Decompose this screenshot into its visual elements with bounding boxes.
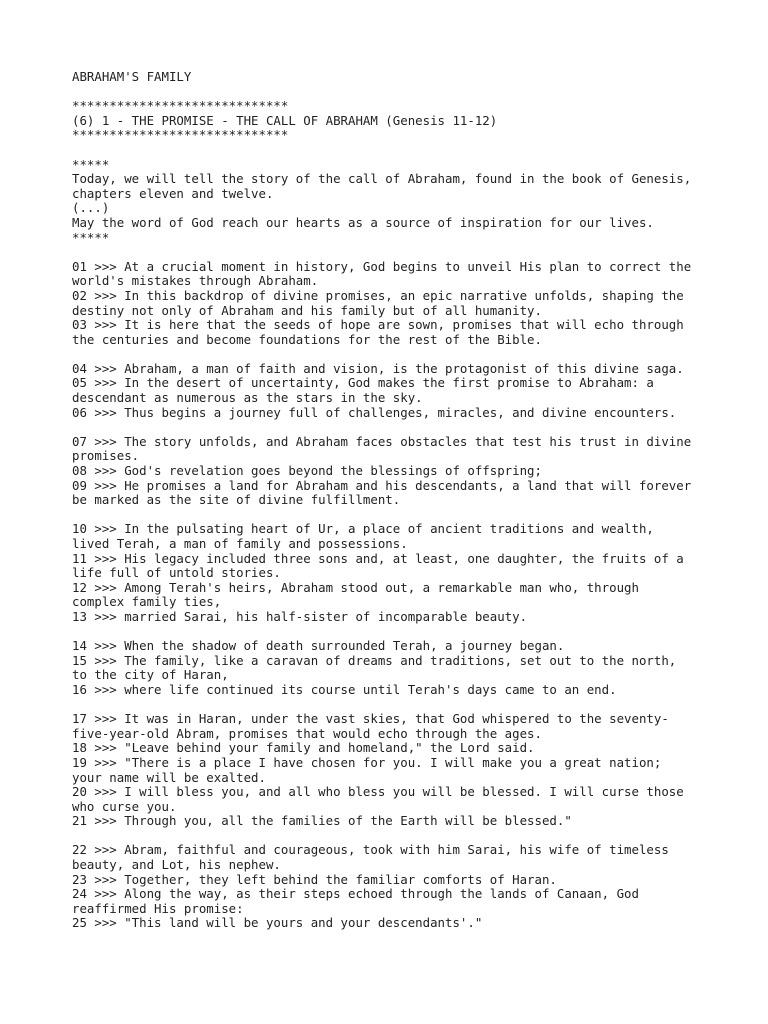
text-line: five-year-old Abram, promises that would echo through the ages. <box>72 725 542 741</box>
text-line: (...) <box>72 200 110 216</box>
text-line: 03 >>> It is here that the seeds of hope are sown, promises that will echo through <box>72 317 684 333</box>
paragraph-spacer <box>72 698 712 713</box>
text-line: 11 >>> His legacy included three sons and, at least, one daughter, the fruits of a <box>72 550 684 566</box>
paragraph <box>72 260 712 348</box>
paragraph <box>72 843 712 931</box>
text-line: chapters eleven and twelve. <box>72 185 274 201</box>
text-line: promises. <box>72 448 140 464</box>
text-line: ***** <box>72 156 110 172</box>
text-line: destiny not only of Abraham and his family but of all humanity. <box>72 302 542 318</box>
text-line: 12 >>> Among Terah's heirs, Abraham stood out, a remarkable man who, through <box>72 579 639 595</box>
document-title <box>72 70 712 85</box>
text-line: Today, we will tell the story of the call of Abraham, found in the book of Genesis, <box>72 171 692 187</box>
document-page <box>72 70 712 931</box>
text-line: 22 >>> Abram, faithful and courageous, took with him Sarai, his wife of timeless <box>72 842 669 858</box>
text-line: 04 >>> Abraham, a man of faith and vision, is the protagonist of this divine saga. <box>72 360 684 376</box>
text-line: 18 >>> "Leave behind your family and homeland," the Lord said. <box>72 740 535 756</box>
text-line: 07 >>> The story unfolds, and Abraham faces obstacles that test his trust in divine <box>72 433 692 449</box>
paragraph-spacer <box>72 829 712 844</box>
paragraph-spacer <box>72 245 712 260</box>
text-line: ***************************** <box>72 98 289 114</box>
text-line: 23 >>> Together, they left behind the familiar comforts of Haran. <box>72 871 557 887</box>
text-line: 09 >>> He promises a land for Abraham and his descendants, a land that will forever <box>72 477 692 493</box>
paragraph-spacer <box>72 625 712 640</box>
text-line: be marked as the site of divine fulfillment. <box>72 492 401 508</box>
text-line: 17 >>> It was in Haran, under the vast skies, that God whispered to the seventy- <box>72 711 669 727</box>
paragraph-spacer <box>72 143 712 158</box>
paragraph-spacer <box>72 508 712 523</box>
text-line: to the city of Haran, <box>72 667 229 683</box>
text-line: ***** <box>72 229 110 245</box>
paragraph <box>72 712 712 829</box>
text-line: 16 >>> where life continued its course until Terah's days came to an end. <box>72 681 617 697</box>
text-line: descendant as numerous as the stars in the sky. <box>72 390 423 406</box>
text-line: (6) 1 - THE PROMISE - THE CALL OF ABRAHAM (Genesis 11-12) <box>72 112 498 128</box>
text-line: complex family ties, <box>72 594 222 610</box>
text-line: beauty, and Lot, his nephew. <box>72 857 281 873</box>
text-line: 24 >>> Along the way, as their steps echoed through the lands of Canaan, God <box>72 886 639 902</box>
text-line: 13 >>> married Sarai, his half-sister of incomparable beauty. <box>72 608 528 624</box>
chapter-heading <box>72 99 712 143</box>
paragraph-spacer <box>72 420 712 435</box>
text-line: 10 >>> In the pulsating heart of Ur, a place of ancient traditions and wealth, <box>72 521 654 537</box>
text-line: reaffirmed His promise: <box>72 900 244 916</box>
paragraph <box>72 362 712 420</box>
paragraph <box>72 158 712 246</box>
text-line: your name will be exalted. <box>72 769 266 785</box>
text-line: world's mistakes through Abraham. <box>72 273 319 289</box>
text-line: 06 >>> Thus begins a journey full of challenges, miracles, and divine encounters. <box>72 404 677 420</box>
text-line: 21 >>> Through you, all the families of the Earth will be blessed." <box>72 813 572 829</box>
text-line: 08 >>> God's revelation goes beyond the blessings of offspring; <box>72 463 542 479</box>
text-line: 05 >>> In the desert of uncertainty, God makes the first promise to Abraham: a <box>72 375 654 391</box>
text-line: ***************************** <box>72 127 289 143</box>
paragraph <box>72 639 712 697</box>
text-line: 15 >>> The family, like a caravan of dreams and traditions, set out to the north, <box>72 652 677 668</box>
paragraph-spacer <box>72 347 712 362</box>
text-line: May the word of God reach our hearts as a source of inspiration for our lives. <box>72 214 654 230</box>
text-line: 25 >>> "This land will be yours and your descendants'." <box>72 915 483 931</box>
text-line: who curse you. <box>72 798 177 814</box>
text-line: 14 >>> When the shadow of death surrounded Terah, a journey began. <box>72 638 565 654</box>
text-line: ABRAHAM'S FAMILY <box>72 69 192 84</box>
text-line: 19 >>> "There is a place I have chosen for you. I will make you a great nation; <box>72 754 662 770</box>
text-line: lived Terah, a man of family and possessions. <box>72 536 408 551</box>
text-line: 02 >>> In this backdrop of divine promises, an epic narrative unfolds, shaping the <box>72 287 684 303</box>
text-line: the centuries and become foundations for the rest of the Bible. <box>72 331 542 347</box>
text-line: 20 >>> I will bless you, and all who bless you will be blessed. I will curse those <box>72 784 684 800</box>
text-line: 01 >>> At a crucial moment in history, God begins to unveil His plan to correct the <box>72 258 692 274</box>
paragraph <box>72 435 712 508</box>
paragraph-spacer <box>72 85 712 100</box>
paragraph <box>72 522 712 624</box>
text-line: life full of untold stories. <box>72 565 281 581</box>
